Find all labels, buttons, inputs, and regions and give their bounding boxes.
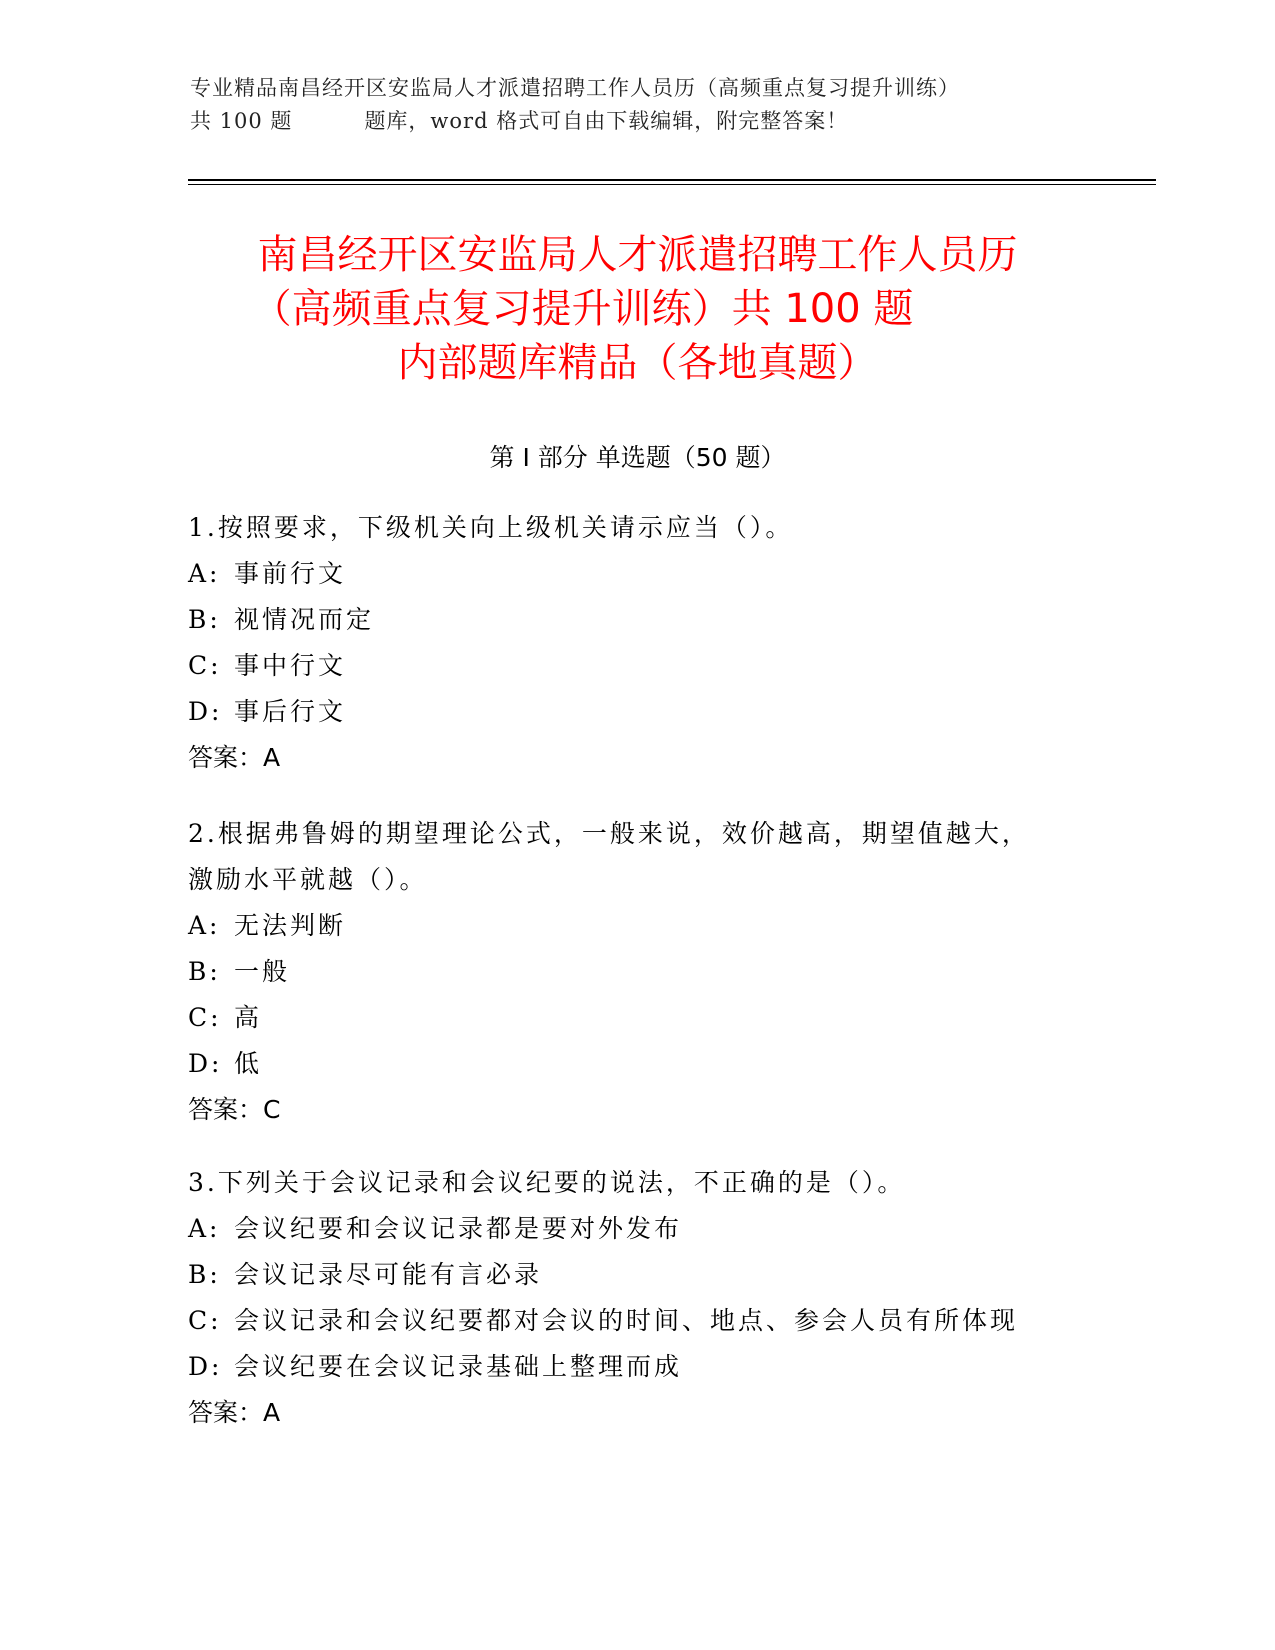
answer: 答案：C bbox=[188, 1095, 281, 1124]
option-d: D: 会议纪要在会议记录基础上整理而成 bbox=[188, 1352, 683, 1381]
header-rule-thin bbox=[188, 184, 1156, 185]
option-c: C: 高 bbox=[188, 1003, 263, 1032]
header-note: 题库，word 格式可自由下载编辑，附完整答案！ bbox=[364, 109, 849, 133]
title-line-3: 内部题库精品（各地真题） bbox=[397, 340, 878, 386]
header-line-2 bbox=[190, 105, 1070, 138]
option-b: B: 一般 bbox=[188, 957, 291, 986]
header-line-1: 专业精品南昌经开区安监局人才派遣招聘工作人员历（高频重点复习提升训练） bbox=[190, 76, 960, 100]
question-2 bbox=[188, 811, 1088, 1133]
option-c: C: 事中行文 bbox=[188, 651, 347, 680]
option-a: A: 事前行文 bbox=[188, 559, 347, 588]
option-b: B: 视情况而定 bbox=[188, 605, 375, 634]
page-header bbox=[190, 72, 1070, 138]
option-a: A: 无法判断 bbox=[188, 911, 347, 940]
answer: 答案：A bbox=[188, 743, 281, 772]
option-a: A: 会议纪要和会议记录都是要对外发布 bbox=[188, 1214, 683, 1243]
option-d: D: 事后行文 bbox=[188, 697, 347, 726]
header-rule-thick bbox=[188, 179, 1156, 181]
option-c: C: 会议记录和会议纪要都对会议的时间、地点、参会人员有所体现 bbox=[188, 1306, 1019, 1335]
title-line-2: （高频重点复习提升训练）共 100 题 bbox=[251, 286, 914, 332]
document-title bbox=[0, 228, 1275, 390]
option-d: D: 低 bbox=[188, 1049, 263, 1078]
header-count: 共 100 题 bbox=[190, 109, 293, 133]
option-b: B: 会议记录尽可能有言必录 bbox=[188, 1260, 543, 1289]
title-line-1: 南昌经开区安监局人才派遣招聘工作人员历 bbox=[257, 232, 1018, 278]
question-stem: 3.下列关于会议记录和会议纪要的说法，不正确的是（）。 bbox=[188, 1168, 906, 1197]
question-3 bbox=[188, 1160, 1088, 1436]
question-stem-cont: 激励水平就越（）。 bbox=[188, 865, 428, 894]
question-stem: 1.按照要求，下级机关向上级机关请示应当（）。 bbox=[188, 513, 794, 542]
question-1 bbox=[188, 505, 1088, 781]
question-stem: 2.根据弗鲁姆的期望理论公式，一般来说，效价越高，期望值越大， bbox=[188, 819, 1030, 848]
section-heading: 第 I 部分 单选题（50 题） bbox=[489, 443, 786, 472]
answer: 答案：A bbox=[188, 1398, 281, 1427]
